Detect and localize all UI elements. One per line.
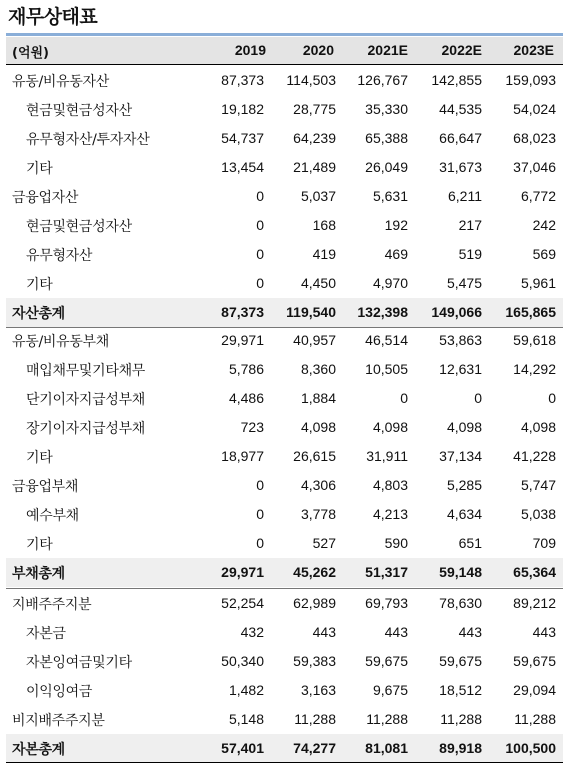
table-row — [6, 240, 563, 269]
value-cell-2022e: 5,475 — [446, 275, 482, 291]
year-header-2023e: 2023E — [513, 42, 554, 58]
value-cell-2021e: 192 — [384, 217, 408, 233]
value-cell-2022e: 53,863 — [439, 332, 482, 348]
value-cell-2022e: 0 — [474, 390, 482, 406]
value-cell-2022e: 18,512 — [439, 682, 482, 698]
value-cell-2020: 21,489 — [293, 159, 336, 175]
value-cell-2021e: 4,213 — [372, 506, 408, 522]
value-cell-2023e: 59,675 — [513, 653, 556, 669]
value-cell-2021e: 443 — [384, 624, 408, 640]
value-cell-2022e: 4,098 — [446, 419, 482, 435]
value-cell-2022e: 142,855 — [431, 72, 482, 88]
value-cell-2020: 443 — [312, 624, 336, 640]
header-divider — [6, 64, 563, 65]
value-cell-2020: 5,037 — [300, 188, 336, 204]
value-cell-2022e: 11,288 — [440, 711, 482, 727]
value-cell-2020: 419 — [312, 246, 336, 262]
value-cell-2023e: 569 — [532, 246, 556, 262]
year-header-2019: 2019 — [234, 42, 266, 58]
table-row — [6, 413, 563, 442]
total-row — [6, 734, 563, 763]
value-cell-2020: 59,383 — [293, 653, 336, 669]
value-cell-2019: 18,977 — [221, 448, 264, 464]
value-cell-2019: 29,971 — [221, 564, 264, 580]
table-row — [6, 705, 563, 734]
value-cell-2023e: 242 — [532, 217, 556, 233]
value-cell-2019: 29,971 — [221, 332, 264, 348]
value-cell-2021e: 4,803 — [372, 477, 408, 493]
value-cell-2022e: 5,285 — [446, 477, 482, 493]
value-cell-2021e: 59,675 — [365, 653, 408, 669]
table-row — [6, 269, 563, 298]
table-row — [6, 326, 563, 355]
value-cell-2019: 4,486 — [228, 390, 264, 406]
value-cell-2019: 19,182 — [221, 101, 264, 117]
value-cell-2023e: 159,093 — [505, 72, 556, 88]
value-cell-2019: 54,737 — [221, 130, 264, 146]
value-cell-2019: 5,148 — [228, 711, 264, 727]
value-cell-2019: 5,786 — [228, 361, 264, 377]
value-cell-2022e: 651 — [458, 535, 482, 551]
value-cell-2019: 13,454 — [221, 159, 264, 175]
value-cell-2023e: 6,772 — [520, 188, 556, 204]
row-label: 금융업자산 — [12, 190, 79, 206]
row-label: 자본총계 — [12, 742, 65, 758]
value-cell-2022e: 519 — [458, 246, 482, 262]
value-cell-2020: 168 — [312, 217, 336, 233]
value-cell-2022e: 59,148 — [439, 564, 482, 580]
value-cell-2021e: 11,288 — [366, 711, 408, 727]
value-cell-2022e: 443 — [458, 624, 482, 640]
row-label: 유동/비유동자산 — [12, 74, 109, 90]
row-label: 자산총계 — [12, 306, 65, 322]
value-cell-2022e: 66,647 — [439, 130, 482, 146]
title-underline — [6, 33, 563, 36]
value-cell-2023e: 443 — [532, 624, 556, 640]
value-cell-2023e: 4,098 — [520, 419, 556, 435]
value-cell-2020: 4,450 — [300, 275, 336, 291]
value-cell-2020: 28,775 — [293, 101, 336, 117]
table-row — [6, 66, 563, 95]
value-cell-2021e: 69,793 — [365, 595, 408, 611]
value-cell-2021e: 126,767 — [357, 72, 408, 88]
value-cell-2019: 57,401 — [221, 740, 264, 756]
row-label: 유무형자산/투자자산 — [26, 132, 150, 148]
value-cell-2023e: 29,094 — [513, 682, 556, 698]
table-row — [6, 124, 563, 153]
value-cell-2023e: 5,747 — [520, 477, 556, 493]
value-cell-2021e: 46,514 — [365, 332, 408, 348]
value-cell-2019: 432 — [240, 624, 264, 640]
row-label: 기타 — [26, 450, 53, 466]
value-cell-2022e: 89,918 — [439, 740, 482, 756]
value-cell-2019: 0 — [256, 275, 264, 291]
value-cell-2019: 0 — [256, 535, 264, 551]
value-cell-2023e: 5,038 — [520, 506, 556, 522]
value-cell-2021e: 469 — [384, 246, 408, 262]
value-cell-2023e: 5,961 — [520, 275, 556, 291]
year-header-2022e: 2022E — [441, 42, 482, 58]
value-cell-2022e: 44,535 — [439, 101, 482, 117]
value-cell-2020: 527 — [312, 535, 336, 551]
row-label: 자본금 — [26, 626, 66, 642]
value-cell-2021e: 81,081 — [365, 740, 408, 756]
table-row — [6, 647, 563, 676]
value-cell-2019: 1,482 — [228, 682, 264, 698]
value-cell-2020: 11,288 — [294, 711, 336, 727]
year-header-2020: 2020 — [302, 42, 334, 58]
table-row — [6, 182, 563, 211]
row-label: 매입채무및기타채무 — [26, 363, 146, 379]
value-cell-2021e: 590 — [384, 535, 408, 551]
section-divider — [6, 327, 563, 328]
table-row — [6, 529, 563, 558]
total-row — [6, 558, 563, 587]
table-row — [6, 500, 563, 529]
value-cell-2023e: 54,024 — [513, 101, 556, 117]
value-cell-2020: 119,540 — [286, 304, 336, 320]
value-cell-2020: 62,989 — [293, 595, 336, 611]
row-label: 지배주주지분 — [12, 597, 92, 613]
value-cell-2021e: 10,505 — [365, 361, 408, 377]
value-cell-2023e: 11,288 — [514, 711, 556, 727]
value-cell-2021e: 35,330 — [365, 101, 408, 117]
value-cell-2023e: 37,046 — [513, 159, 556, 175]
value-cell-2019: 0 — [256, 217, 264, 233]
value-cell-2019: 52,254 — [221, 595, 264, 611]
page-title: 재무상태표 — [8, 6, 98, 28]
value-cell-2022e: 12,631 — [439, 361, 482, 377]
value-cell-2020: 114,503 — [286, 72, 336, 88]
row-label: 예수부채 — [26, 508, 79, 524]
value-cell-2021e: 31,911 — [366, 448, 408, 464]
value-cell-2021e: 51,317 — [365, 564, 408, 580]
value-cell-2019: 723 — [240, 419, 264, 435]
value-cell-2022e: 78,630 — [439, 595, 482, 611]
table-row — [6, 618, 563, 647]
value-cell-2023e: 59,618 — [513, 332, 556, 348]
value-cell-2022e: 6,211 — [448, 188, 482, 204]
value-cell-2022e: 217 — [458, 217, 482, 233]
row-label: 기타 — [26, 537, 53, 553]
table-row — [6, 442, 563, 471]
value-cell-2019: 0 — [256, 477, 264, 493]
row-label: 금융업부채 — [12, 479, 79, 495]
value-cell-2019: 87,373 — [221, 72, 264, 88]
value-cell-2022e: 59,675 — [439, 653, 482, 669]
value-cell-2020: 45,262 — [293, 564, 336, 580]
value-cell-2022e: 4,634 — [446, 506, 482, 522]
value-cell-2022e: 149,066 — [431, 304, 482, 320]
row-label: 현금및현금성자산 — [26, 103, 132, 119]
value-cell-2020: 8,360 — [300, 361, 336, 377]
value-cell-2019: 87,373 — [221, 304, 264, 320]
table-row — [6, 676, 563, 705]
value-cell-2020: 64,239 — [293, 130, 336, 146]
row-label: 부채총계 — [12, 566, 65, 582]
value-cell-2019: 0 — [256, 188, 264, 204]
row-label: 장기이자지급성부채 — [26, 421, 146, 437]
table-row — [6, 211, 563, 240]
value-cell-2021e: 0 — [400, 390, 408, 406]
value-cell-2023e: 68,023 — [513, 130, 556, 146]
total-row — [6, 298, 563, 327]
value-cell-2020: 4,306 — [300, 477, 336, 493]
value-cell-2023e: 0 — [548, 390, 556, 406]
value-cell-2022e: 31,673 — [439, 159, 482, 175]
value-cell-2023e: 89,212 — [513, 595, 556, 611]
value-cell-2023e: 100,500 — [505, 740, 556, 756]
value-cell-2020: 1,884 — [300, 390, 336, 406]
table-row — [6, 355, 563, 384]
value-cell-2020: 3,778 — [300, 506, 336, 522]
value-cell-2021e: 132,398 — [357, 304, 408, 320]
value-cell-2023e: 14,292 — [513, 361, 556, 377]
row-label: 기타 — [26, 277, 53, 293]
year-header-2021e: 2021E — [367, 42, 408, 58]
value-cell-2019: 0 — [256, 506, 264, 522]
table-row — [6, 153, 563, 182]
row-label: 기타 — [26, 161, 53, 177]
table-row — [6, 95, 563, 124]
value-cell-2020: 26,615 — [293, 448, 336, 464]
value-cell-2019: 50,340 — [221, 653, 264, 669]
table-row — [6, 589, 563, 618]
value-cell-2023e: 41,228 — [513, 448, 556, 464]
unit-label: (억원) — [12, 46, 49, 61]
value-cell-2020: 3,163 — [300, 682, 336, 698]
row-label: 유무형자산 — [26, 248, 93, 264]
value-cell-2021e: 4,970 — [372, 275, 408, 291]
value-cell-2021e: 9,675 — [372, 682, 408, 698]
value-cell-2021e: 65,388 — [365, 130, 408, 146]
value-cell-2023e: 709 — [532, 535, 556, 551]
table-row — [6, 384, 563, 413]
value-cell-2020: 74,277 — [293, 740, 336, 756]
value-cell-2021e: 4,098 — [372, 419, 408, 435]
value-cell-2019: 0 — [256, 246, 264, 262]
value-cell-2020: 40,957 — [293, 332, 336, 348]
value-cell-2020: 4,098 — [300, 419, 336, 435]
row-label: 현금및현금성자산 — [26, 219, 132, 235]
table-bottom-border — [6, 762, 563, 763]
value-cell-2023e: 65,364 — [513, 564, 556, 580]
value-cell-2023e: 165,865 — [505, 304, 556, 320]
row-label: 단기이자지급성부채 — [26, 392, 146, 408]
row-label: 자본잉여금및기타 — [26, 655, 132, 671]
value-cell-2021e: 5,631 — [372, 188, 408, 204]
row-label: 유동/비유동부채 — [12, 334, 109, 350]
table-row — [6, 471, 563, 500]
value-cell-2022e: 37,134 — [439, 448, 482, 464]
section-divider — [6, 588, 563, 589]
row-label: 비지배주주지분 — [12, 713, 105, 729]
row-label: 이익잉여금 — [26, 684, 93, 700]
value-cell-2021e: 26,049 — [365, 159, 408, 175]
